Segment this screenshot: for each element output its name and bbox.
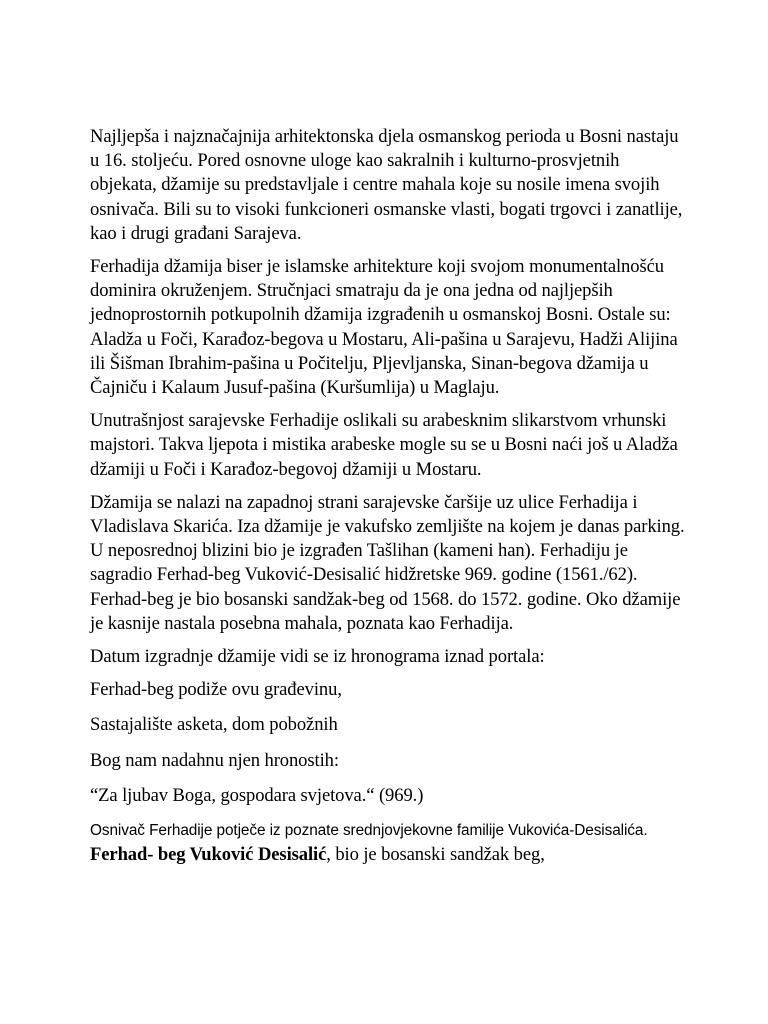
document-page [90, 125, 686, 877]
founder-name: Ferhad- beg Vuković Desisalić [90, 844, 327, 866]
founder-tail-text: , bio je bosanski sandžak beg, [326, 844, 545, 866]
paragraph-ferhadija-description: Ferhadija džamija biser je islamske arhitekture koji svojom monumentalnošću dominira okruženjem. Stručnjaci smatraju da je ona jedna od najljepših jednoprostornih potkupolnih džamija izgrađenih u osmanskoj Bosni. Ostale su: Aladža u Foči, Karađoz-begova u Mostaru, Ali-pašina u Sarajevu, Hadži Alijina ili Šišman Ibrahim-pašina u Počitelju, Pljevljanska, Sinan-begova džamija u Čajniču i Kalaum Jusuf-pašina (Kuršumlija) u Maglaju. [90, 256, 678, 399]
verse-line-3: Bog nam nadahnu njen hronostih: [90, 749, 339, 771]
paragraph-interior: Unutrašnjost sarajevske Ferhadije oslikali su arabesknim slikarstvom vrhunski majstori. Takva ljepota i mistika arabeske mogle su se u Bosni naći još u Aladža džamiji u Foči i Karađoz-begovoj džamiji u Mostaru. [90, 410, 678, 480]
paragraph-location: Džamija se nalazi na zapadnoj strani sarajevske čaršije uz ulice Ferhadija i Vladislava Skarića. Iza džamije je vakufsko zemljište na kojem je danas parking. U neposrednoj blizini bio je izgrađen Tašlihan (kameni han). Ferhadiju je sagradio Ferhad-beg Vuković-Desisalić hidžretske 969. godine (1561./62). Ferhad-beg je bio bosanski sandžak-beg od 1568. do 1572. godine. Oko džamije je kasnije nastala posebna mahala, poznata kao Ferhadija. [90, 491, 685, 634]
paragraph-intro: Najljepša i najznačajnija arhitektonska djela osmanskog perioda u Bosni nastaju u 16. stoljeću. Pored osnovne uloge kao sakralnih i kulturno-prosvjetnih objekata, džamije su predstavljale i centre mahala koje su nosile imena svojih osnivača. Bili su to visoki funkcioneri osmanske vlasti, bogati trgovci i zanatlije, kao i drugi građani Sarajeva. [90, 126, 683, 244]
founder-intro-text: Osnivač Ferhadije potječe iz poznate srednjovjekovne familije Vukovića-Desisalića. [90, 822, 648, 840]
verse-line-4: “Za ljubav Boga, gospodara svjetova.“ (969.) [90, 784, 424, 806]
verse-line-2: Sastajalište asketa, dom pobožnih [90, 714, 338, 736]
paragraph-founder [90, 819, 686, 868]
paragraph-chronogram-intro: Datum izgradnje džamije vidi se iz hronograma iznad portala: [90, 646, 545, 668]
verse-line-1: Ferhad-beg podiže ovu građevinu, [90, 679, 342, 701]
